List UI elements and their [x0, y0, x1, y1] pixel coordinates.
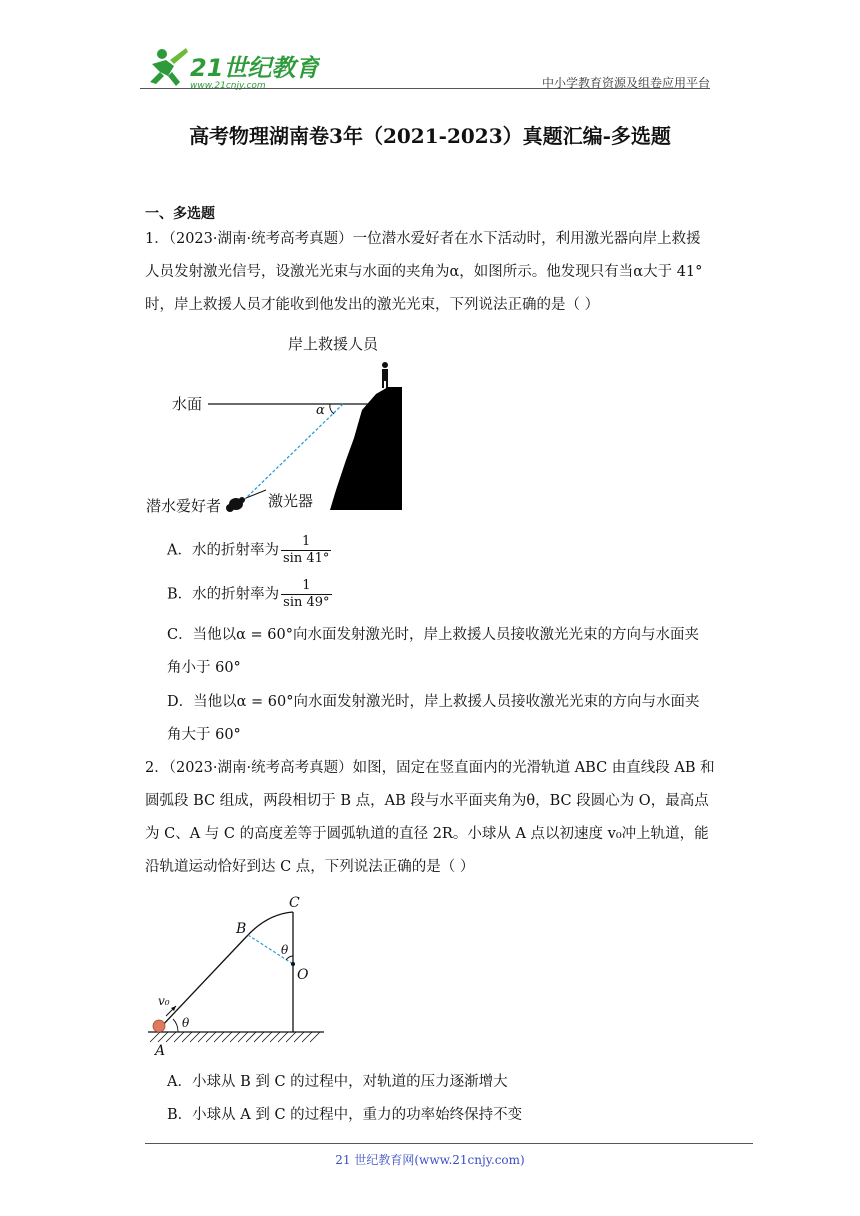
q1-figure [140, 330, 430, 530]
q2-figure [140, 888, 340, 1058]
rescuer-label: 岸上救援人员 [288, 335, 379, 353]
q1-option-b: B．水的折射率为 $\frac{1}{\sin 49^\circ}$ [167, 578, 330, 610]
label-theta-bottom: θ [182, 1016, 190, 1030]
header-platform-text: 中小学教育资源及组卷应用平台 [541, 76, 710, 90]
label-o: O [297, 967, 309, 983]
diver-label: 潜水爱好者 [146, 497, 222, 515]
ground-hatching [150, 1032, 320, 1042]
alpha-label: α [316, 403, 325, 418]
section-heading: 一、多选题 [145, 206, 215, 222]
footer-divider [145, 1143, 753, 1144]
svg-text:21世纪教育: 21世纪教育 [190, 54, 320, 82]
q1-option-d: D．当他以α = 60°向水面发射激光时，岸上救援人员接收激光光束的方向与水面夹 角大于 60° [167, 694, 700, 743]
question-1-text [145, 223, 717, 322]
q1-option-a: A．水的折射率为 $\frac{1}{\sin 41^\circ}$ [167, 534, 330, 566]
header-divider [140, 88, 710, 89]
water-surface-label: 水面 [172, 395, 203, 413]
q1-line-3: 时，岸上救援人员才能收到他发出的激光光束，下列说法正确的是（ ） [145, 297, 600, 313]
q1-line-1: 1．（2023·湖南·统考高考真题）一位潜水爱好者在水下活动时，利用激光器向岸上救援 [145, 231, 701, 247]
q2-line-2: 圆弧段 BC 组成，两段相切于 B 点，AB 段与水平面夹角为θ，BC 段圆心为 O，最高点 [145, 793, 709, 809]
svg-text:www.21cnjy.com: www.21cnjy.com [190, 81, 266, 91]
page-title: 高考物理湖南卷3年（2021-2023）真题汇编-多选题 [189, 124, 671, 148]
label-c: C [289, 895, 300, 911]
label-b: B [236, 921, 247, 937]
label-v0: v₀ [158, 994, 170, 1008]
rescuer-icon [382, 362, 388, 388]
site-logo [140, 42, 320, 92]
q2-line-4: 沿轨道运动恰好到达 C 点，下列说法正确的是（ ） [145, 859, 475, 875]
q1-line-2: 人员发射激光信号，设激光光束与水面的夹角为α，如图所示。他发现只有当α大于 41° [145, 264, 703, 280]
q2-option-a: A．小球从 B 到 C 的过程中，对轨道的压力逐渐增大 [167, 1074, 508, 1090]
diver-icon [226, 497, 245, 512]
question-2-text [145, 752, 717, 884]
label-theta-top: θ [281, 943, 289, 957]
label-a: A [155, 1043, 166, 1058]
runner-icon [150, 48, 188, 86]
q1-option-c: C．当他以α = 60°向水面发射激光时，岸上救援人员接收激光光束的方向与水面夹 角小于 60° [167, 627, 699, 676]
laser-label: 激光器 [268, 492, 314, 510]
q2-line-1: 2．（2023·湖南·统考高考真题）如图，固定在竖直面内的光滑轨道 ABC 由直线段 AB 和 [145, 760, 715, 776]
footer-text[interactable]: 21 世纪教育网(www.21cnjy.com) [335, 1153, 525, 1167]
q2-line-3: 为 C、A 与 C 的高度差等于圆弧轨道的直径 2R。小球从 A 点以初速度 v₀冲上轨道，能 [145, 826, 709, 842]
ball-icon [153, 1020, 165, 1032]
q2-option-b: B．小球从 A 到 C 的过程中，重力的功率始终保持不变 [167, 1107, 523, 1123]
